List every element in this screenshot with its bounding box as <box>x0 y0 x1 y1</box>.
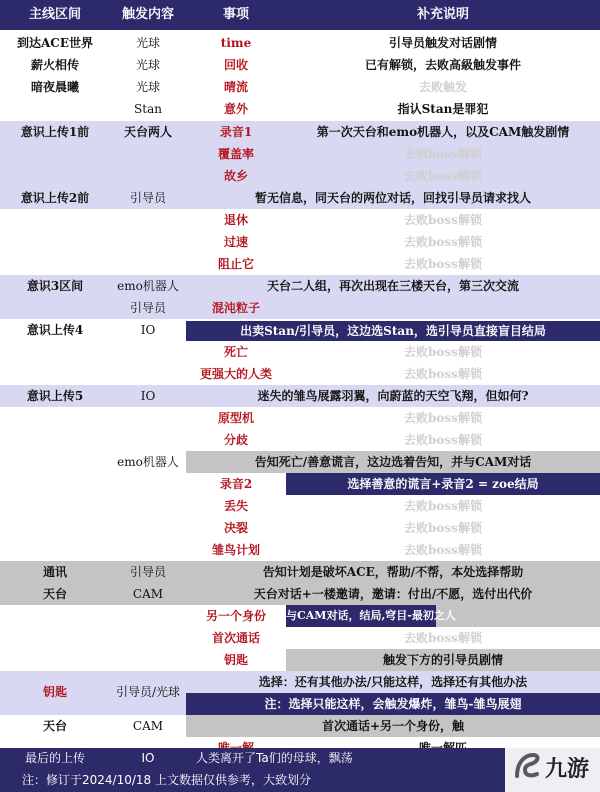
item-cell: 雏鸟计划 <box>211 543 260 557</box>
item-cell: 阻止它 <box>217 257 254 271</box>
item-cell: 钥匙 <box>223 653 248 667</box>
wide-note-cell: 天台对话+一楼邀请，邀请：付出/不愿，选付出代价 <box>253 587 533 601</box>
header-item: 事项 <box>222 7 249 22</box>
item-cell: 回收 <box>223 58 248 72</box>
trigger-cell: emo机器人 <box>117 455 179 469</box>
note-cell: 去败boss解锁 <box>404 235 482 249</box>
highlight-text-sell: 出卖Stan/引导员，这边选Stan，选引导员直接盲目结局 <box>240 324 546 338</box>
item-cell: 退休 <box>223 213 248 227</box>
note-cell: 第一次天台和emo机器人，以及CAM触发剧情 <box>316 125 570 139</box>
item-cell: 决裂 <box>223 521 248 535</box>
trigger-cell: 光球 <box>135 80 160 94</box>
item-cell: 过速 <box>223 235 248 249</box>
item-cell: 晴流 <box>223 80 248 94</box>
stage-cell: 意识3区间 <box>26 279 84 293</box>
stage-cell: 通讯 <box>42 565 67 579</box>
header-stage: 主线区间 <box>28 7 81 22</box>
note-cell: 去败触发 <box>418 80 467 94</box>
item-cell: 丢失 <box>223 499 248 513</box>
item-cell: 混沌粒子 <box>211 301 260 315</box>
wide-note-cell: 迷失的雏鸟展露羽翼，向蔚蓝的天空飞翔，但如何? <box>257 389 529 403</box>
stage-cell: 意识上传4 <box>26 323 84 337</box>
trigger-cell: 引导员 <box>129 565 166 579</box>
wide-note-cell: 选择：还有其他办法/只能这样，选择还有其他办法 <box>258 675 528 689</box>
note-cell: 去败boss解锁 <box>404 257 482 271</box>
footer-note: 注：修订于2024/10/18 上文数据仅供参考，大致划分 <box>22 773 311 787</box>
stage-cell: 意识上传2前 <box>20 191 90 205</box>
trigger-cell: 引导员 <box>129 301 166 315</box>
item-cell: time <box>220 36 252 50</box>
stage-cell: 到达ACE世界 <box>16 36 93 50</box>
stage-cell: 天台 <box>42 587 67 601</box>
note-cell: 去败boss解锁 <box>404 345 482 359</box>
note-cell: 去败boss解锁 <box>404 499 482 513</box>
trigger-cell: 光球 <box>135 36 160 50</box>
trigger-cell: CAM <box>132 719 164 733</box>
item-cell: 首次通话 <box>211 631 260 645</box>
note-cell: 去败boss解锁 <box>404 147 482 161</box>
header-trigger: 触发内容 <box>121 7 174 22</box>
note-cell: 引导员触发对话剧情 <box>388 36 497 50</box>
note-cell: 指认Stan是罪犯 <box>397 102 489 116</box>
header-note: 补充说明 <box>416 7 469 22</box>
trigger-cell: emo机器人 <box>117 279 179 293</box>
highlight-box-explode <box>186 693 600 715</box>
wide-note-cell: 告知计划是破坏ACE，帮助/不帮，本处选择帮助 <box>262 565 524 579</box>
wide-note-cell: 首次通话+另一个身份，触 <box>321 719 465 733</box>
note-cell: 去败boss解锁 <box>404 213 482 227</box>
watermark <box>505 740 600 792</box>
trigger-cell: IO <box>140 323 156 337</box>
stage-cell: 天台 <box>42 719 67 733</box>
item-cell: 录音1 <box>219 125 253 139</box>
trigger-cell: 光球 <box>135 58 160 72</box>
highlight-text-cam: 与CAM对话，结局,穹目-最初之人 <box>286 609 456 622</box>
highlight-box-cam <box>286 605 456 627</box>
footer-stage: 最后的上传 <box>24 751 85 765</box>
trigger-cell: Stan <box>134 102 162 116</box>
wide-note-cell: 暂无信息，同天台的两位对话，回找引导员请求找人 <box>254 191 531 205</box>
item-cell: 更强大的人类 <box>199 367 272 381</box>
note-cell: 已有解锁，去败高級触发事件 <box>364 58 521 72</box>
stage-cell: 意识上传1前 <box>20 125 90 139</box>
item-cell: 死亡 <box>223 345 248 359</box>
highlight-text-explode: 注：选择只能这样，会触发爆炸，雏鸟-雏鸟展翅 <box>264 697 522 711</box>
note-cell: 去败boss解锁 <box>404 367 482 381</box>
stage-cell: 暗夜晨曦 <box>30 80 79 94</box>
item-cell: 原型机 <box>217 411 254 425</box>
item-cell: 分歧 <box>223 433 248 447</box>
trigger-cell: 天台两人 <box>123 125 172 139</box>
item-cell: 意外 <box>223 102 248 116</box>
wide-note-cell: 天台二人组，再次出现在三楼天台，第三次交流 <box>266 279 519 293</box>
wide-note-cell: 告知死亡/善意谎言，这边选着告知，并与CAM对话 <box>254 455 532 469</box>
highlight-box-sell <box>186 321 600 341</box>
stage-cell: 意识上传5 <box>26 389 84 403</box>
stage-cell: 薪火相传 <box>30 58 79 72</box>
trigger-cell: CAM <box>132 587 164 601</box>
note-cell: 触发下方的引导员剧情 <box>382 653 503 667</box>
note-cell: 去败boss解锁 <box>404 169 482 183</box>
trigger-cell: IO <box>140 389 156 403</box>
item-cell: 录音2 <box>219 477 253 491</box>
trigger-cell: 引导员/光球 <box>115 685 181 699</box>
trigger-cell: 引导员 <box>129 191 166 205</box>
watermark-brand: 九游 <box>545 757 590 782</box>
note-cell: 去败boss解锁 <box>404 631 482 645</box>
item-cell: 另一个身份 <box>205 609 266 623</box>
note-cell: 去败boss解锁 <box>404 521 482 535</box>
item-cell: 故乡 <box>223 169 248 183</box>
note-cell: 去败boss解锁 <box>404 433 482 447</box>
highlight-text-zoe: 选择善意的谎言+录音2 = zoe结局 <box>347 477 539 491</box>
item-cell: 覆盖率 <box>217 147 254 161</box>
note-cell: 去败boss解锁 <box>404 543 482 557</box>
jiuyou-logo-icon <box>511 750 543 782</box>
note-cell: 去败boss解锁 <box>404 411 482 425</box>
highlight-box-zoe <box>286 473 600 495</box>
footer-text: 人类离开了Ta们的母球，飘荡 <box>196 751 353 765</box>
table-header <box>0 0 600 30</box>
stage-cell-key: 钥匙 <box>42 685 67 699</box>
footer-trigger: IO <box>141 751 155 765</box>
